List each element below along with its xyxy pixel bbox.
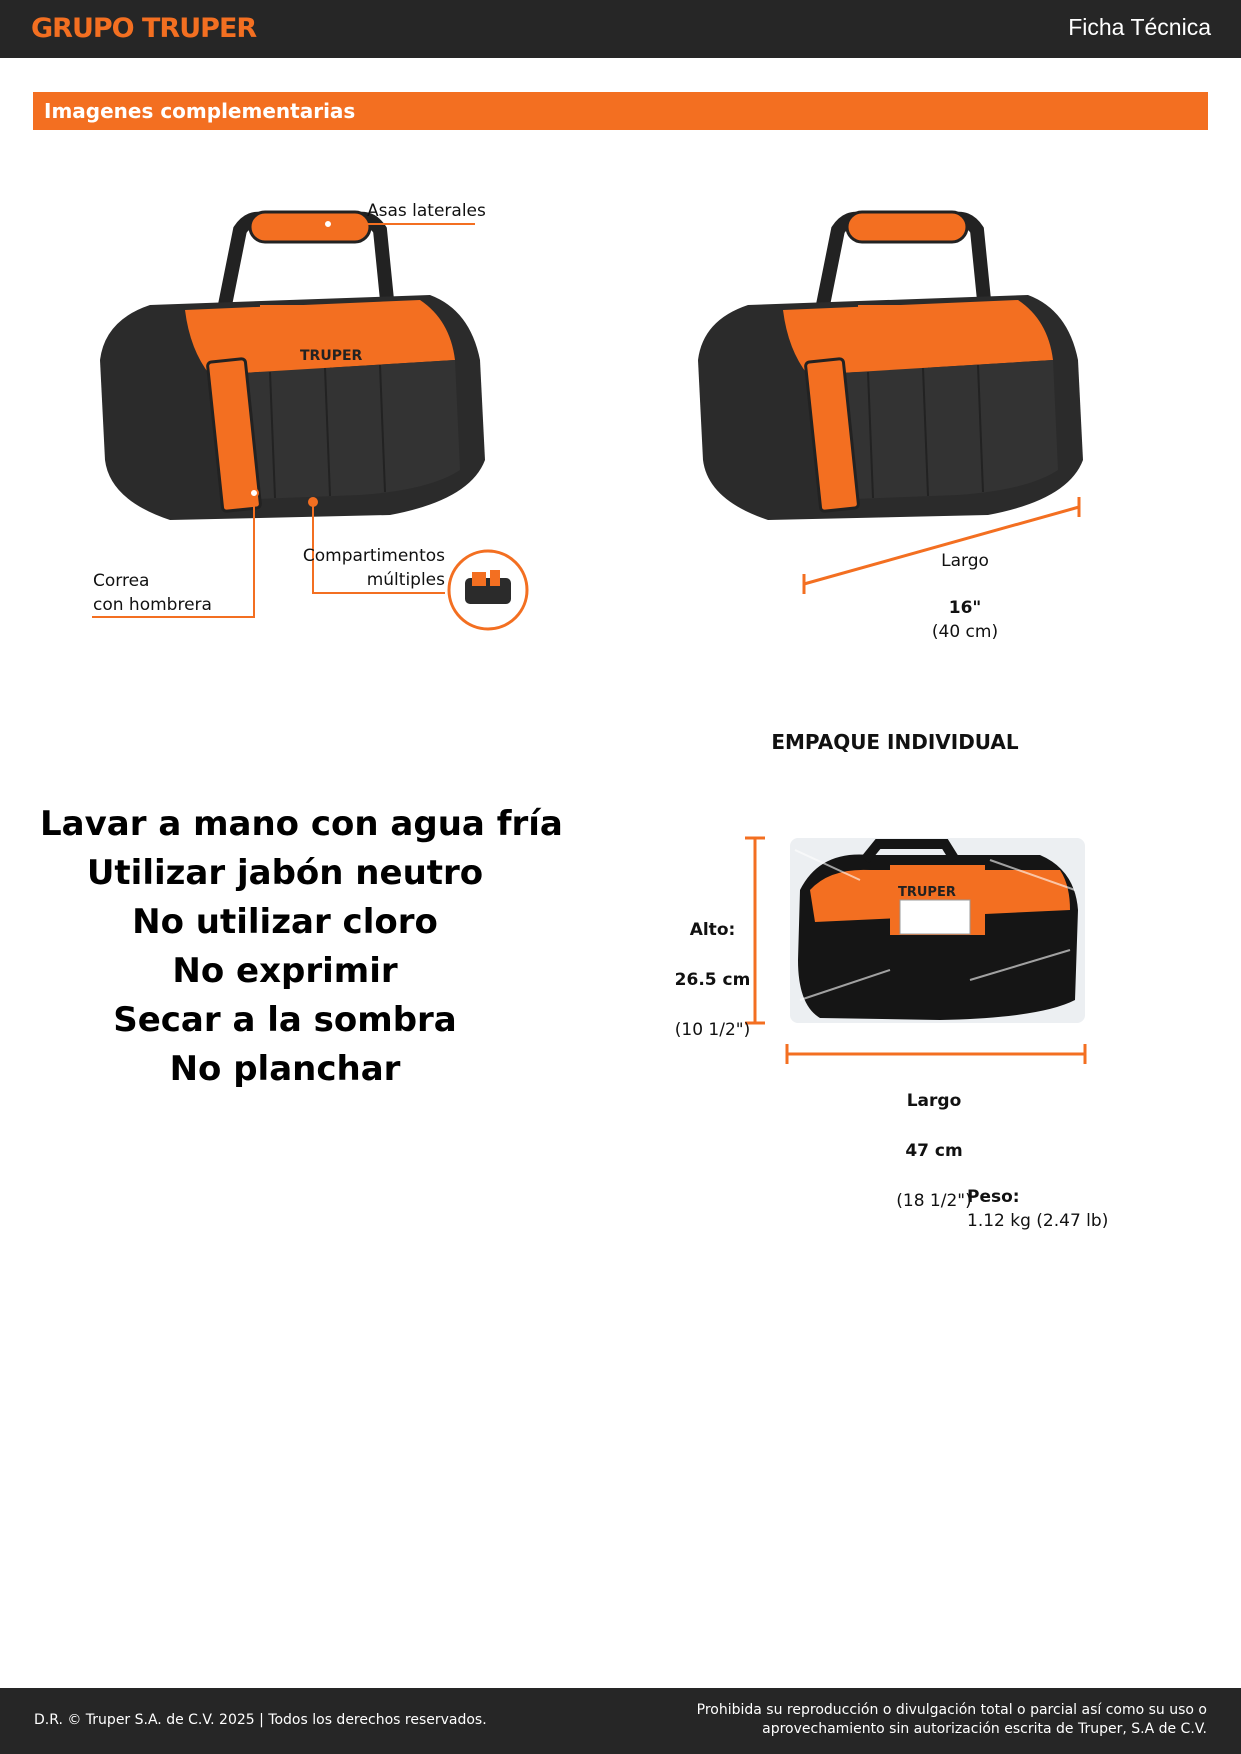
care-item: Secar a la sombra bbox=[113, 1000, 457, 1040]
package-logo-text: TRUPER bbox=[898, 885, 956, 900]
bag-dimension-image bbox=[690, 200, 1090, 600]
copyright-text: D.R. © Truper S.A. de C.V. 2025 | Todos los derechos reservados. bbox=[34, 1712, 487, 1728]
package-length-in: (18 1/2") bbox=[896, 1191, 972, 1211]
weight-label: Peso: bbox=[967, 1187, 1020, 1207]
care-item: No planchar bbox=[169, 1049, 401, 1089]
care-item: No utilizar cloro bbox=[132, 902, 438, 942]
bag-logo-text: TRUPER bbox=[300, 348, 363, 364]
length-label: Largo bbox=[941, 551, 989, 571]
length-value bbox=[880, 572, 1050, 644]
legal-line-2: aprovechamiento sin autorización escrita de Truper, S.A de C.V. bbox=[762, 1721, 1207, 1737]
care-item: Lavar a mano con agua fría bbox=[40, 804, 563, 844]
brand-logo: GRUPO TRUPER bbox=[31, 13, 257, 44]
length-cm: (40 cm) bbox=[931, 622, 999, 642]
package-height bbox=[665, 893, 760, 1068]
weight-value: 1.12 kg (2.47 lb) bbox=[967, 1211, 1109, 1231]
package-height-in: (10 1/2") bbox=[674, 1020, 751, 1040]
strap-label: Correa con hombrera bbox=[93, 571, 212, 615]
package-length-label: Largo bbox=[906, 1091, 962, 1111]
package-height-label: Alto: bbox=[689, 920, 736, 940]
legal-notice bbox=[647, 1701, 1207, 1739]
legal-line-1: Prohibida su reproducción o divulgación total o parcial así como su uso o bbox=[696, 1702, 1207, 1718]
footer bbox=[0, 1688, 1241, 1754]
handles-label: Asas laterales bbox=[367, 201, 486, 221]
package-weight bbox=[967, 1161, 1108, 1233]
length-inches: 16" bbox=[948, 598, 982, 618]
section-header bbox=[33, 92, 1208, 130]
packaging-title: EMPAQUE INDIVIDUAL bbox=[771, 730, 1019, 754]
care-instructions bbox=[40, 800, 563, 1094]
top-bar bbox=[0, 0, 1241, 58]
care-item: No exprimir bbox=[172, 951, 398, 991]
section-title: Imagenes complementarias bbox=[44, 99, 356, 123]
package-height-cm: 26.5 cm bbox=[674, 970, 751, 990]
care-item: Utilizar jabón neutro bbox=[86, 853, 484, 893]
package-length-cm: 47 cm bbox=[905, 1141, 963, 1161]
compartments-label: Compartimentos múltiples bbox=[302, 546, 445, 590]
document-type: Ficha Técnica bbox=[1068, 14, 1211, 40]
packaging-image bbox=[740, 830, 1100, 1065]
